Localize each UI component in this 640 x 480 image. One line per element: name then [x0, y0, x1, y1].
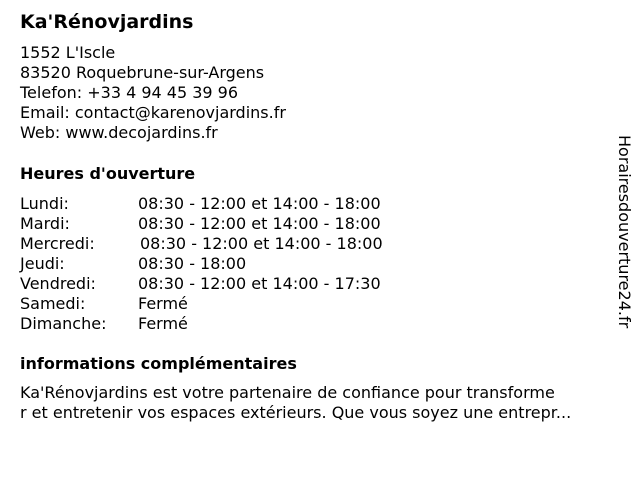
hours-heading: Heures d'ouverture [20, 164, 196, 183]
day-label: Samedi: [20, 294, 86, 313]
hours-row-thursday [20, 254, 580, 274]
web-line[interactable]: Web: www.decojardins.fr [20, 123, 218, 142]
time-value: 08:30 - 12:00 et 14:00 - 17:30 [138, 274, 381, 293]
time-value: 08:30 - 12:00 et 14:00 - 18:00 [138, 194, 381, 213]
hours-row-wednesday [20, 234, 580, 254]
time-value: 08:30 - 12:00 et 14:00 - 18:00 [140, 234, 383, 253]
day-label: Dimanche: [20, 314, 107, 333]
info-line-1: Ka'Rénovjardins est votre partenaire de confiance pour transforme [20, 383, 555, 402]
time-value: Fermé [138, 294, 188, 313]
contact-block [20, 43, 286, 143]
address-city: 83520 Roquebrune-sur-Argens [20, 63, 265, 82]
hours-row-monday [20, 194, 580, 214]
day-label: Lundi: [20, 194, 69, 213]
hours-row-tuesday [20, 214, 580, 234]
day-label: Jeudi: [20, 254, 65, 273]
time-value: 08:30 - 12:00 et 14:00 - 18:00 [138, 214, 381, 233]
hours-row-sunday [20, 314, 580, 334]
info-text [20, 383, 620, 423]
business-name: Ka'Rénovjardins [20, 11, 194, 33]
time-value: 08:30 - 18:00 [138, 254, 247, 273]
phone-line[interactable]: Telefon: +33 4 94 45 39 96 [20, 83, 239, 102]
day-label: Vendredi: [20, 274, 96, 293]
hours-row-saturday [20, 294, 580, 314]
info-heading: informations complémentaires [20, 354, 297, 373]
site-watermark: Horairesdouverture24.fr [615, 135, 634, 329]
email-line[interactable]: Email: contact@karenovjardins.fr [20, 103, 286, 122]
hours-row-friday [20, 274, 580, 294]
address-street: 1552 L'Iscle [20, 43, 116, 62]
info-line-2: r et entretenir vos espaces extérieurs. Que vous soyez une entrepr... [20, 403, 572, 422]
opening-hours-table [20, 194, 580, 334]
day-label: Mardi: [20, 214, 70, 233]
time-value: Fermé [138, 314, 188, 333]
day-label: Mercredi: [20, 234, 95, 253]
